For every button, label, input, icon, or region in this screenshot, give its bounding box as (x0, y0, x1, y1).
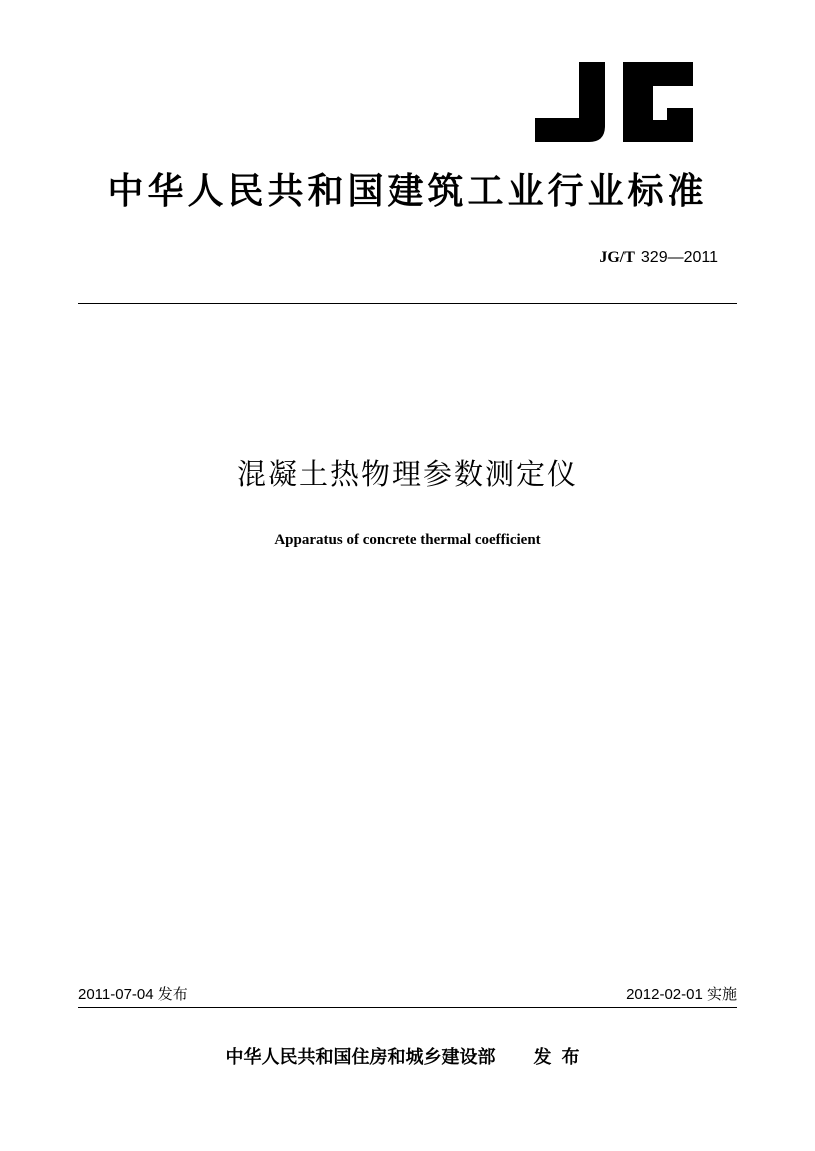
standard-prefix: JG/T (599, 249, 635, 266)
implementation-date: 2012-02-01 实施 (626, 986, 737, 1003)
standard-type-title: 中华人民共和国建筑工业行业标准 (107, 171, 708, 212)
logo-letter-g (623, 62, 693, 142)
publish-label: 发布 (533, 1047, 590, 1068)
jg-logo (535, 62, 693, 142)
standard-code: 329—2011 (640, 249, 718, 266)
document-title-en: Apparatus of concrete thermal coefficient (274, 532, 541, 548)
bottom-divider (78, 1007, 737, 1008)
logo-letter-j (535, 62, 605, 142)
release-date: 2011-07-04 发布 (78, 986, 188, 1003)
standard-number (599, 246, 718, 269)
publisher-name: 中华人民共和国住房和城乡建设部 (225, 1047, 496, 1068)
publisher-line (0, 1045, 815, 1071)
top-divider (78, 303, 737, 304)
document-title-zh: 混凝土热物理参数测定仪 (236, 457, 578, 491)
